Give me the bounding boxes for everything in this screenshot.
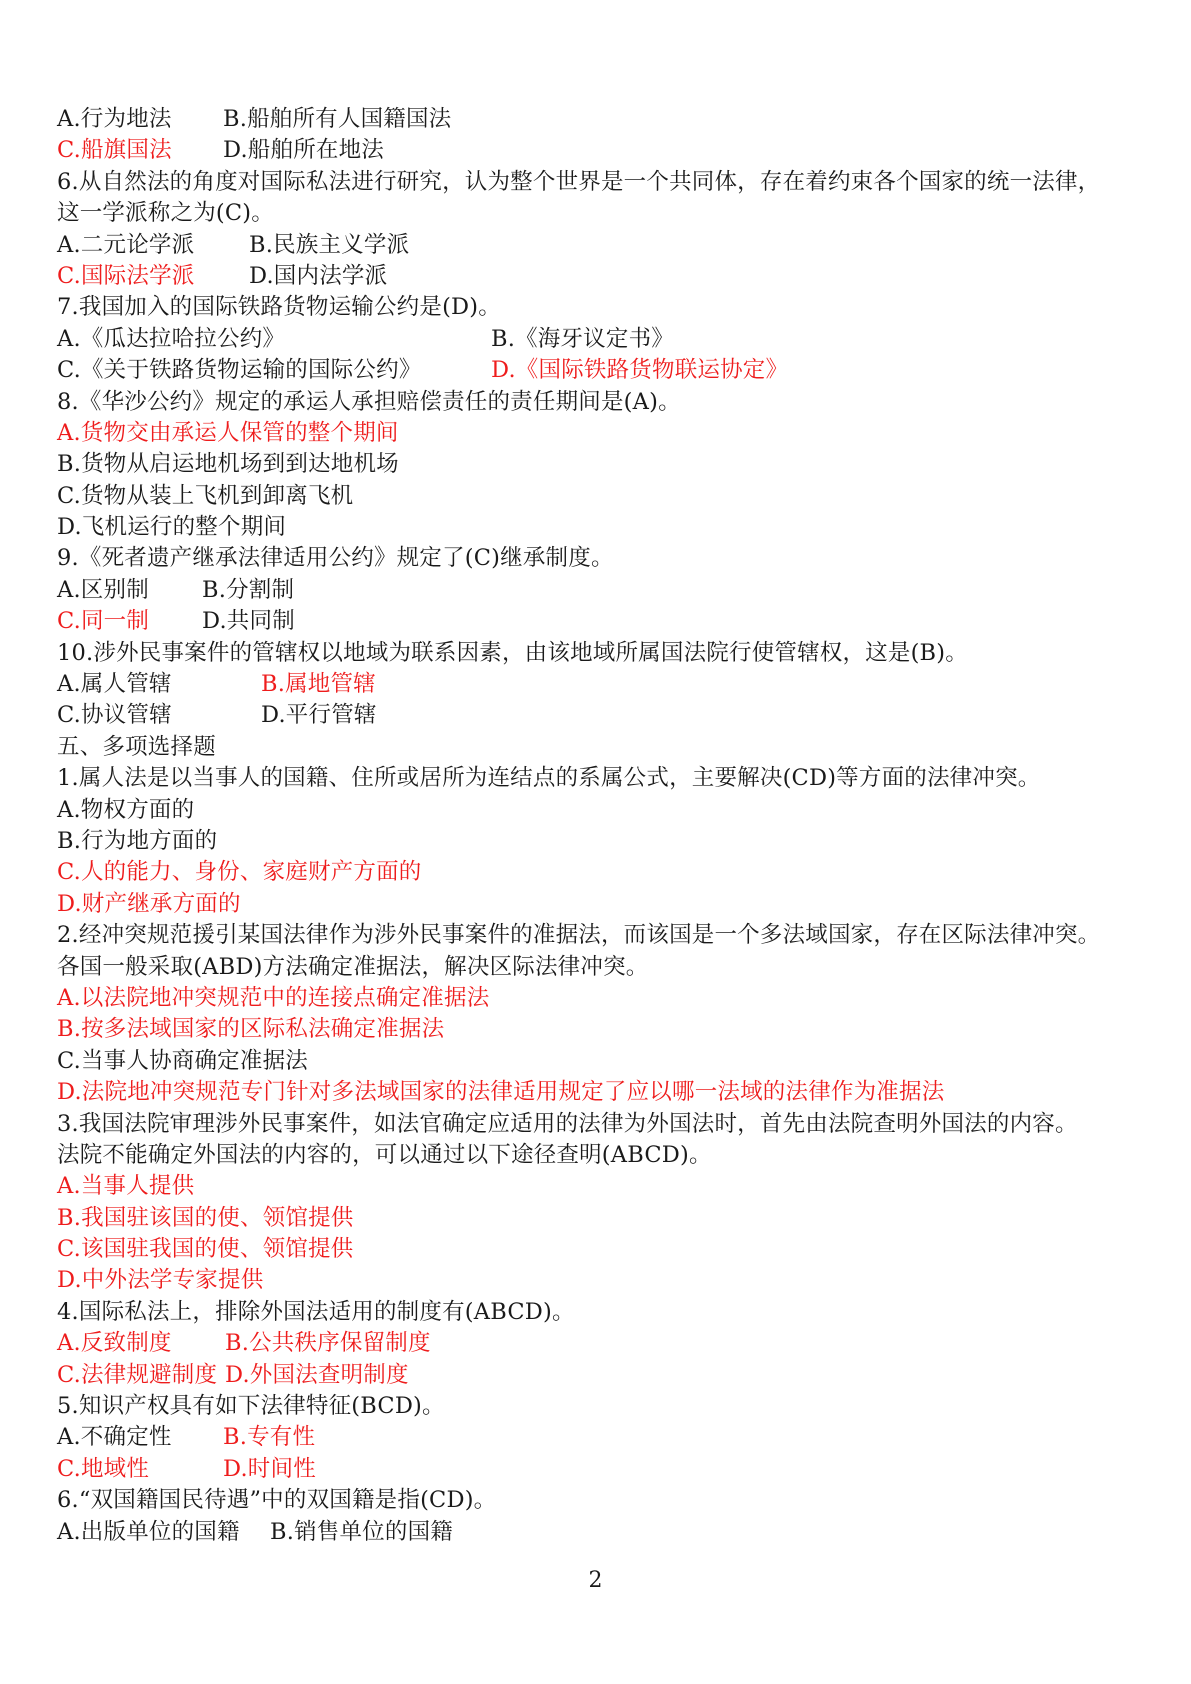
text-line — [57, 1422, 1147, 1453]
answer-text: D.中外法学专家提供 — [57, 1267, 264, 1294]
question-text: 5.知识产权具有如下法律特征(BCD)。 — [57, 1393, 445, 1420]
text-line — [57, 543, 1147, 574]
question-text: B.销售单位的国籍 — [270, 1518, 453, 1545]
question-text: B.分割制 — [202, 576, 295, 603]
text-line — [57, 826, 1147, 857]
text-line — [57, 1360, 1147, 1391]
question-text: B.船舶所有人国籍国法 — [223, 106, 452, 132]
question-text: B.行为地方面的 — [57, 827, 218, 854]
text-line — [57, 1014, 1147, 1045]
text-line — [57, 669, 1147, 700]
answer-text: B.公共秩序保留制度 — [225, 1330, 431, 1357]
text-line — [57, 1517, 1147, 1548]
answer-text: B.专有性 — [223, 1424, 316, 1451]
question-text: 这一学派称之为(C)。 — [57, 200, 274, 227]
question-text: A.不确定性 — [57, 1424, 172, 1451]
answer-text: A.以法院地冲突规范中的连接点确定准据法 — [57, 984, 490, 1011]
question-text: 五、多项选择题 — [57, 733, 216, 760]
text-line — [57, 449, 1147, 480]
answer-text: C.地域性 — [57, 1455, 150, 1482]
answer-text: C.该国驻我国的使、领馆提供 — [57, 1236, 354, 1263]
question-text: C.当事人协商确定准据法 — [57, 1047, 308, 1074]
question-text: 10.涉外民事案件的管辖权以地域为联系因素，由该地域所属国法院行使管辖权，这是(B)。 — [57, 639, 968, 666]
answer-text: B.按多法域国家的区际私法确定准据法 — [57, 1016, 445, 1043]
question-text: A.物权方面的 — [57, 796, 195, 823]
text-line — [57, 355, 1147, 386]
text-line — [57, 638, 1147, 669]
text-line — [57, 920, 1147, 951]
text-line — [57, 1328, 1147, 1359]
text-line — [57, 1171, 1147, 1202]
text-line — [57, 230, 1147, 261]
answer-text: C.人的能力、身份、家庭财产方面的 — [57, 859, 422, 886]
text-line — [57, 198, 1147, 229]
text-line — [57, 387, 1147, 418]
question-text: 9.《死者遗产继承法律适用公约》规定了(C)继承制度。 — [57, 545, 614, 572]
text-line — [57, 1234, 1147, 1265]
text-line — [57, 1046, 1147, 1077]
text-line — [57, 135, 1147, 166]
document-body — [57, 104, 1147, 1548]
page-number: 2 — [588, 1568, 603, 1593]
question-text: 法院不能确定外国法的内容的，可以通过以下途径查明(ABCD)。 — [57, 1141, 712, 1168]
text-line — [57, 512, 1147, 543]
question-text: C.货物从装上飞机到卸离飞机 — [57, 482, 354, 509]
question-text: 6.从自然法的角度对国际私法进行研究，认为整个世界是一个共同体，存在着约束各个国家的统一法律， — [57, 168, 1101, 195]
text-line — [57, 857, 1147, 888]
question-text: C.协议管辖 — [57, 702, 172, 729]
text-line — [57, 1109, 1147, 1140]
text-line — [57, 1485, 1147, 1516]
question-text: B.民族主义学派 — [249, 231, 410, 258]
question-text: C.《关于铁路货物运输的国际公约》 — [57, 357, 422, 384]
answer-text: A.货物交由承运人保管的整个期间 — [57, 419, 399, 446]
question-text: D.飞机运行的整个期间 — [57, 514, 287, 541]
question-text: A.区别制 — [57, 576, 149, 603]
text-line — [57, 1454, 1147, 1485]
question-text: B.货物从启运地机场到到达地机场 — [57, 451, 399, 478]
answer-text: A.反致制度 — [57, 1330, 172, 1357]
text-line — [57, 575, 1147, 606]
text-line — [57, 1077, 1147, 1108]
question-text: 3.我国法院审理涉外民事案件，如法官确定应适用的法律为外国法时，首先由法院查明外国法的内容。 — [57, 1110, 1078, 1137]
answer-text: C.法律规避制度 — [57, 1361, 218, 1388]
question-text: D.平行管辖 — [261, 702, 377, 729]
text-line — [57, 104, 1147, 135]
question-text: A.二元论学派 — [57, 231, 195, 258]
text-line — [57, 795, 1147, 826]
answer-text: C.船旗国法 — [57, 137, 172, 164]
question-text: A.行为地法 — [57, 106, 172, 132]
answer-text: D.法院地冲突规范专门针对多法域国家的法律适用规定了应以哪一法域的法律作为准据法 — [57, 1079, 945, 1106]
question-text: 7.我国加入的国际铁路货物运输公约是(D)。 — [57, 294, 501, 321]
text-line — [57, 606, 1147, 637]
question-text: 1.属人法是以当事人的国籍、住所或居所为连结点的系属公式，主要解决(CD)等方面的法律冲突。 — [57, 765, 1041, 792]
question-text: A.《瓜达拉哈拉公约》 — [57, 325, 286, 352]
text-line — [57, 889, 1147, 920]
question-text: D.共同制 — [202, 608, 295, 635]
text-line — [57, 261, 1147, 292]
text-line — [57, 763, 1147, 794]
text-line — [57, 700, 1147, 731]
answer-text: C.国际法学派 — [57, 262, 195, 289]
question-text: 各国一般采取(ABD)方法确定准据法，解决区际法律冲突。 — [57, 953, 649, 980]
text-line — [57, 1140, 1147, 1171]
text-line — [57, 481, 1147, 512]
text-line — [57, 983, 1147, 1014]
answer-text: A.当事人提供 — [57, 1173, 195, 1200]
text-line — [57, 418, 1147, 449]
question-text: 8.《华沙公约》规定的承运人承担赔偿责任的责任期间是(A)。 — [57, 388, 681, 415]
text-line — [57, 732, 1147, 763]
text-line — [57, 1297, 1147, 1328]
text-line — [57, 1265, 1147, 1296]
answer-text: B.属地管辖 — [261, 671, 376, 698]
question-text: 6.“双国籍国民待遇”中的双国籍是指(CD)。 — [57, 1487, 497, 1514]
question-text: A.属人管辖 — [57, 671, 172, 698]
text-line — [57, 167, 1147, 198]
answer-text: D.财产继承方面的 — [57, 890, 241, 917]
answer-text: D.时间性 — [223, 1455, 316, 1482]
question-text: A.出版单位的国籍 — [57, 1518, 240, 1545]
question-text: D.船舶所在地法 — [223, 137, 384, 164]
text-line — [57, 952, 1147, 983]
text-line — [57, 292, 1147, 323]
question-text: 4.国际私法上，排除外国法适用的制度有(ABCD)。 — [57, 1298, 575, 1325]
answer-text: C.同一制 — [57, 608, 150, 635]
question-text: B.《海牙议定书》 — [491, 325, 674, 352]
text-line — [57, 324, 1147, 355]
text-line — [57, 1203, 1147, 1234]
question-text: 2.经冲突规范援引某国法律作为涉外民事案件的准据法，而该国是一个多法域国家，存在区际法律冲突。 — [57, 922, 1101, 949]
answer-text: D.《国际铁路货物联运协定》 — [491, 357, 789, 384]
answer-text: D.外国法查明制度 — [225, 1361, 409, 1388]
question-text: D.国内法学派 — [249, 262, 388, 289]
answer-text: B.我国驻该国的使、领馆提供 — [57, 1204, 354, 1231]
text-line — [57, 1391, 1147, 1422]
